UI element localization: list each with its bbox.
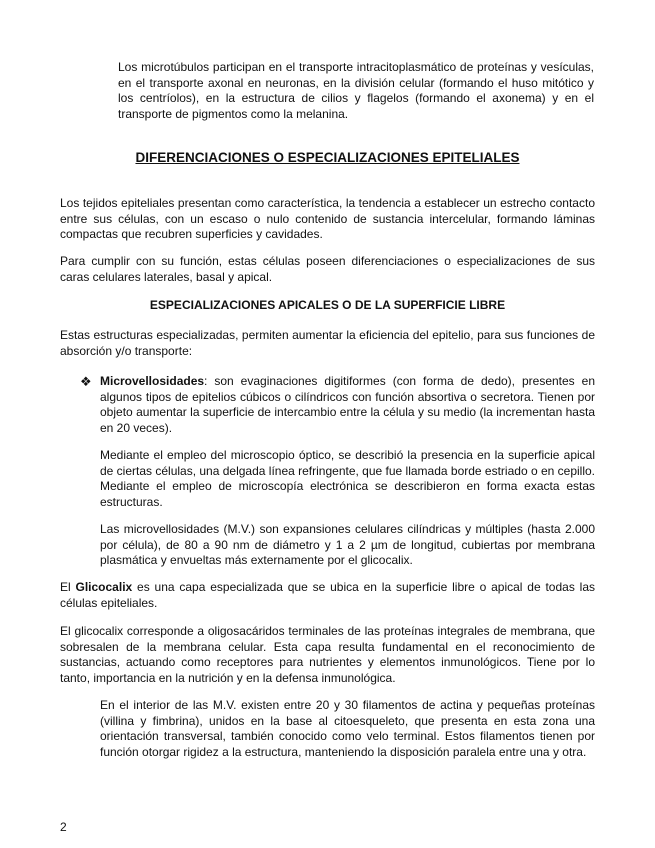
- paragraph-2: Para cumplir con su función, estas células poseen diferenciaciones o especializaciones de sus caras celulares laterales, basal y apical.: [60, 254, 595, 284]
- glicocalix-prefix: El: [60, 580, 76, 594]
- diamond-bullet-icon: ❖: [80, 374, 92, 389]
- bullet-paragraph-a: Mediante el empleo del microscopio óptico, se describió la presencia en la superficie apical de ciertas células, una delgada línea refringente, que fue llamada borde estriado o en cepillo. Mediante el empleo de microscopía electrónica se describieron en forma exacta estas estructuras.: [100, 448, 595, 509]
- bullet-microvellosidades: [100, 374, 595, 436]
- bullet-paragraph-b: Las microvellosidades (M.V.) son expansiones celulares cilíndricas y múltiples (hasta 2.000 por célula), de 80 a 90 nm de diámetro y 1 a 2 µm de longitud, cubiertas por membrana plasmática y envueltas más externamente por el glicocalix.: [100, 522, 595, 567]
- glicocalix-paragraph: [60, 580, 595, 611]
- main-heading: DIFERENCIACIONES O ESPECIALIZACIONES EPITELIALES: [135, 150, 520, 165]
- sub-heading: ESPECIALIZACIONES APICALES O DE LA SUPERFICIE LIBRE: [149, 298, 506, 312]
- glicocalix-term: Glicocalix: [75, 580, 133, 594]
- bullet-term: Microvellosidades: [100, 374, 205, 388]
- paragraph-3: Estas estructuras especializadas, permiten aumentar la eficiencia del epitelio, para sus funciones de absorción y/o transporte:: [60, 328, 595, 358]
- paragraph-5: En el interior de las M.V. existen entre 20 y 30 filamentos de actina y pequeñas proteínas (villina y fimbrina), unidos en la base al citoesqueleto, que presenta en esta zona una orientación transversal, también conocido como velo terminal. Estos filamentos tienen por función otorgar rigidez a la estructura, manteniendo la disposición paralela entre una y otra.: [100, 698, 595, 759]
- bullet-text: : son evaginaciones digitiformes (con forma de dedo), presentes en algunos tipos de epitelios cúbicos o cilíndricos con función absortiva o secretora. Tienen por objeto aumentar la superficie de intercambio entre la célula y su medio (la incrementan hasta en 20 veces).: [100, 374, 595, 435]
- paragraph-4: El glicocalix corresponde a oligosacáridos terminales de las proteínas integrales de membrana, que sobresalen de la membrana celular. Esta capa resulta fundamental en el reconocimiento de sustancias, actuando como receptores para nutrientes y elementos inmunológicos. Tiene por lo tanto, importancia en la nutrición y en la defensa inmunológica.: [60, 624, 595, 685]
- glicocalix-text: es una capa especializada que se ubica en la superficie libre o apical de todas las células epiteliales.: [60, 580, 595, 610]
- page-number: 2: [60, 820, 67, 834]
- paragraph-1: Los tejidos epiteliales presentan como característica, la tendencia a establecer un estrecho contacto entre sus células, con un escaso o nulo contenido de sustancia intercelular, formando láminas compactas que recubren superficies y cavidades.: [60, 196, 595, 241]
- intro-paragraph: Los microtúbulos participan en el transporte intracitoplasmático de proteínas y vesículas, en el transporte axonal en neuronas, en la división celular (formando el huso mitótico y los centríolos), en la estructura de cilios y flagelos (formando el axonema) y en el transporte de pigmentos como la melanina.: [118, 60, 594, 121]
